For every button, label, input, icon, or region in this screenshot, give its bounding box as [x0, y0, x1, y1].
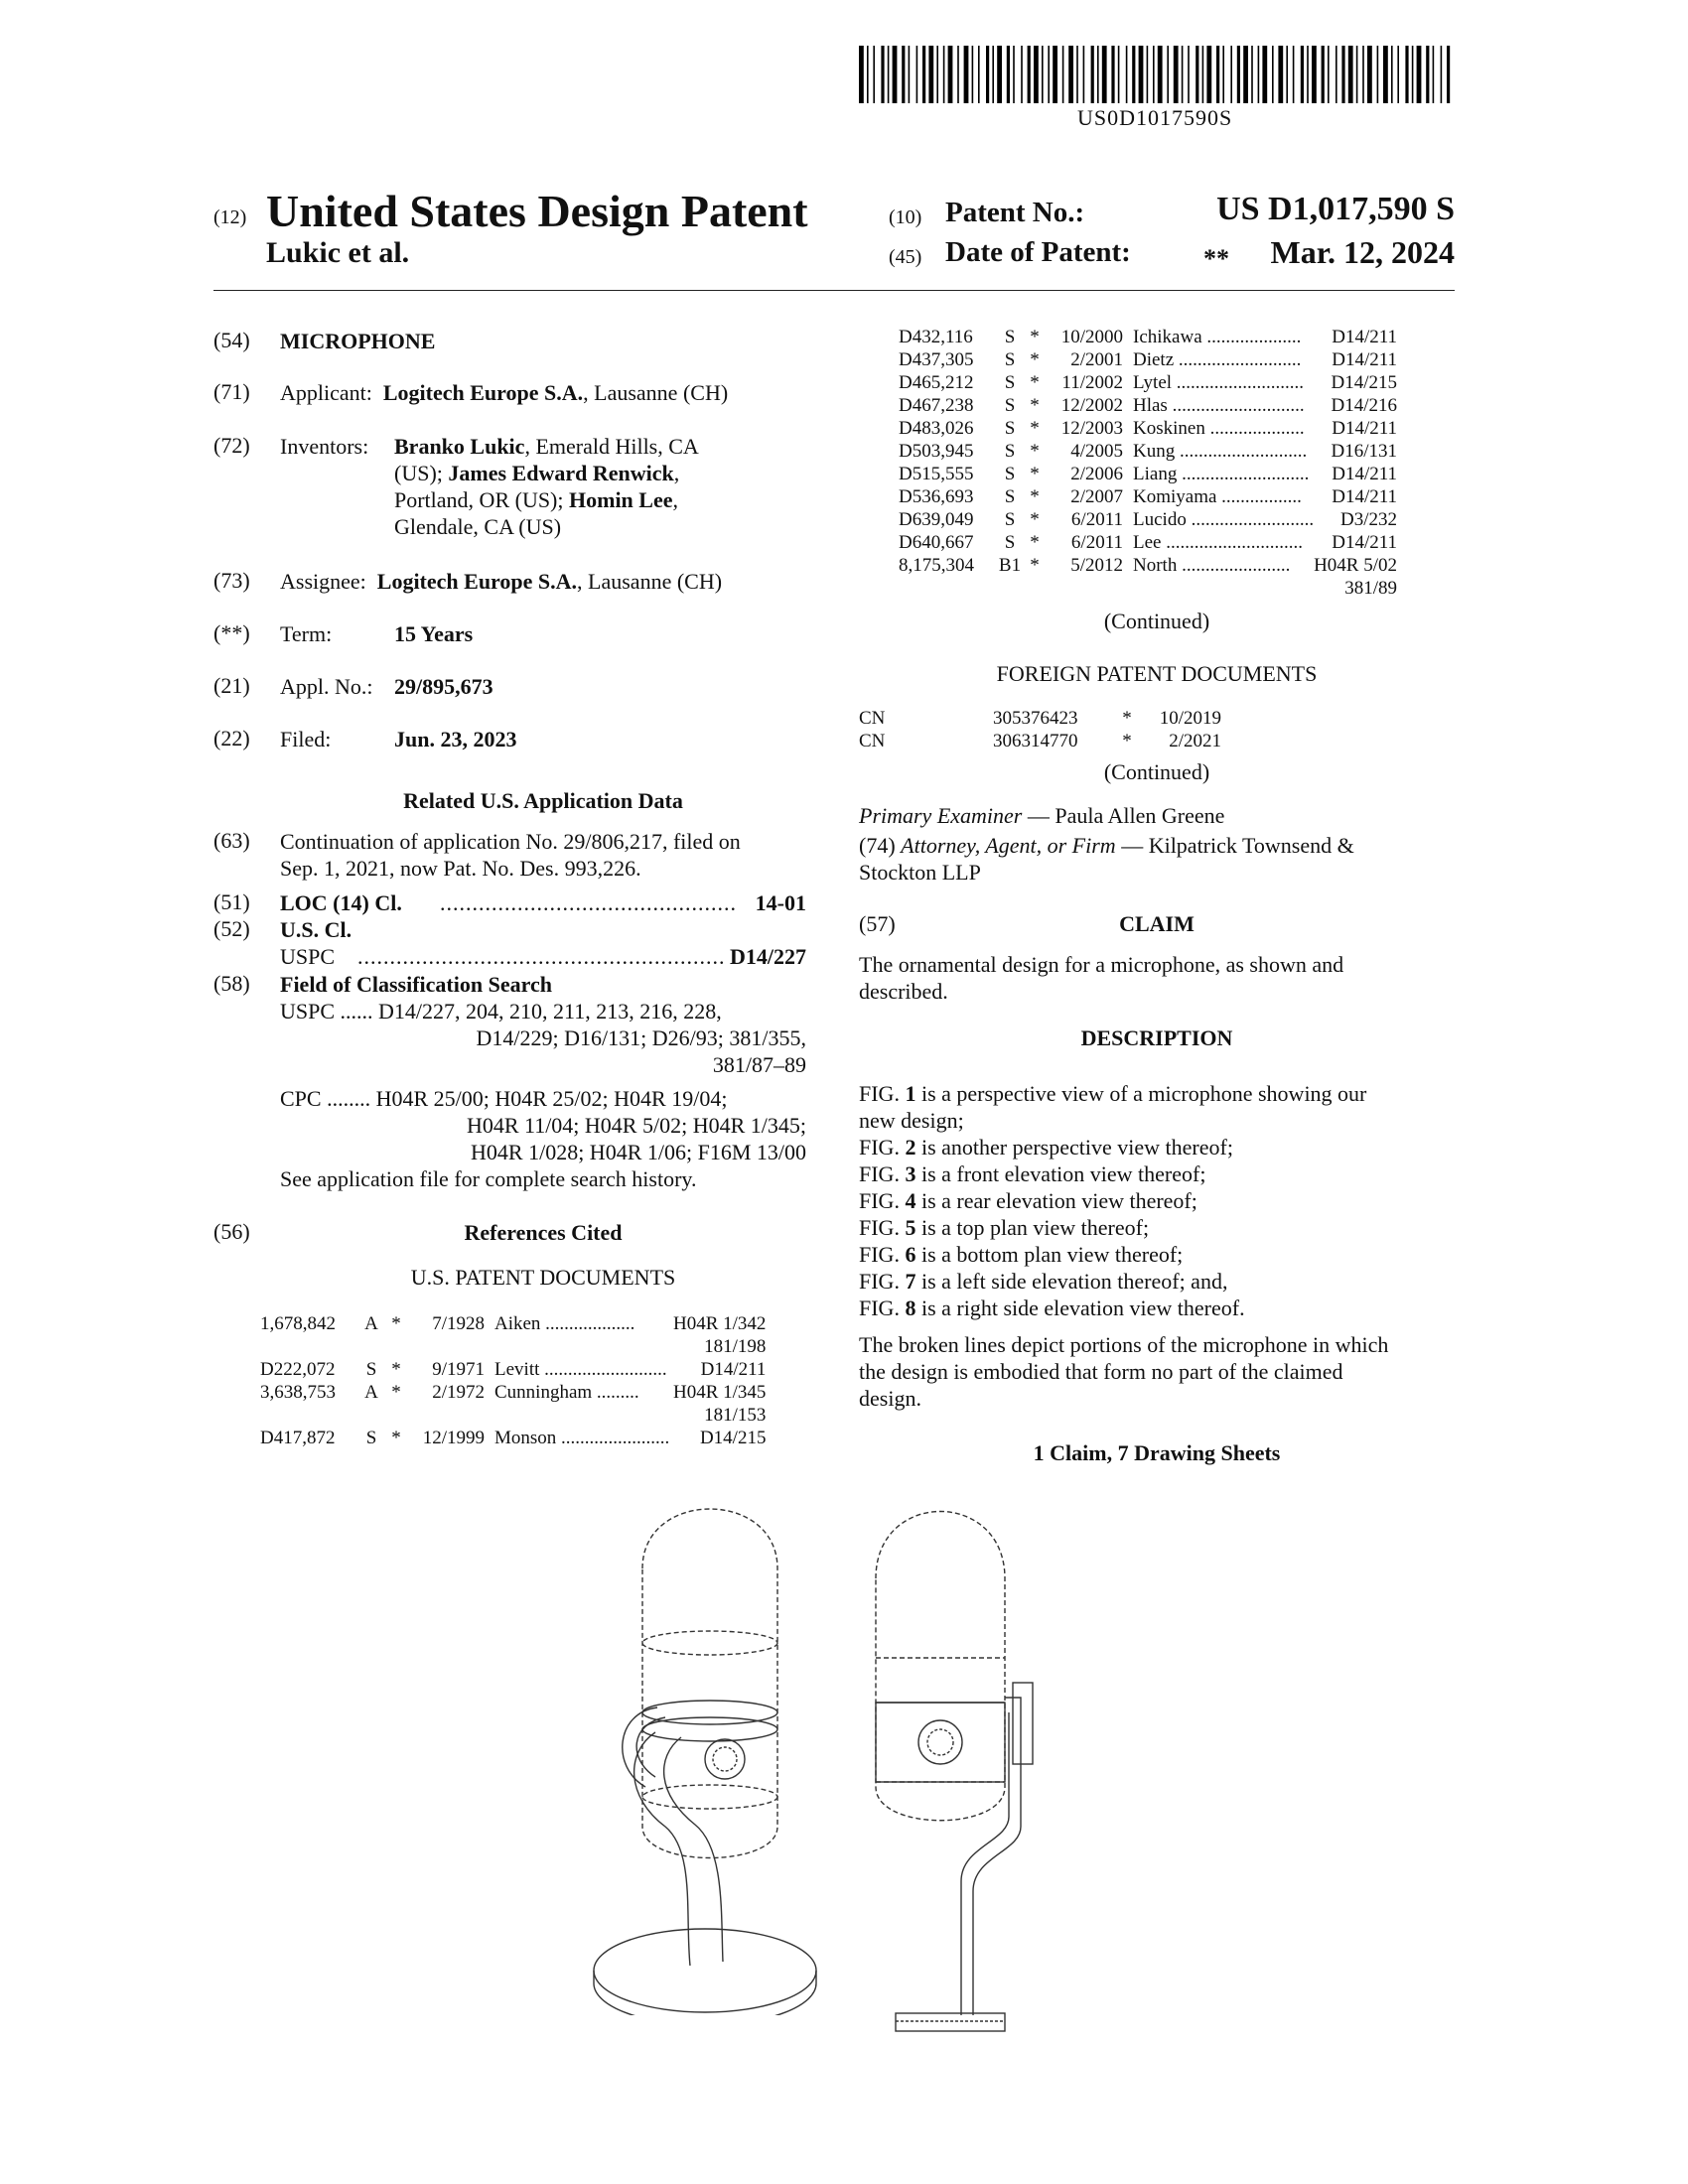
code-22: (22): [213, 726, 250, 751]
field-cpc-line1: CPC ........ H04R 25/00; H04R 25/02; H04R 19/04;: [280, 1086, 728, 1111]
description-line: FIG. 7 is a left side elevation thereof; and,: [859, 1269, 1228, 1294]
description-line: FIG. 4 is a rear elevation view thereof;: [859, 1188, 1197, 1213]
description-list: [859, 1080, 1455, 1321]
us-docs-heading: U.S. PATENT DOCUMENTS: [410, 1265, 676, 1290]
related-heading: Related U.S. Application Data: [403, 788, 683, 813]
reference-row: D640,667 S * 6/2011 Lee ............................. D14/211: [899, 532, 1398, 553]
patent-number: US D1,017,590 S: [1216, 191, 1455, 227]
code-12: (12): [213, 206, 247, 228]
claim-text: The ornamental design for a microphone, as shown and described.: [859, 952, 1344, 1004]
claims-sheets: 1 Claim, 7 Drawing Sheets: [1033, 1440, 1281, 1465]
microphone-perspective-figure: [586, 1499, 854, 2015]
description-line: FIG. 6 is a bottom plan view thereof;: [859, 1242, 1184, 1267]
microphone-front-figure: [824, 1499, 1072, 2045]
foreign-heading: FOREIGN PATENT DOCUMENTS: [996, 661, 1318, 686]
code-45: (45): [889, 246, 922, 268]
description-line: FIG. 1 is a perspective view of a microphone showing our: [859, 1081, 1367, 1106]
assignee: Assignee: Logitech Europe S.A., Lausanne (CH): [280, 569, 723, 594]
reference-row: 8,175,304 B1 * 5/2012 North ....................... H04R 5/02: [899, 555, 1398, 576]
loc-label: LOC (14) Cl.: [280, 890, 402, 915]
code-71: (71): [213, 379, 250, 404]
document-title: United States Design Patent: [266, 186, 808, 236]
loc-dots: ..............................................: [440, 890, 737, 915]
field-see-note: See application file for complete search history.: [280, 1166, 697, 1191]
reference-row: D465,212 S * 11/2002 Lytel ........................... D14/215: [899, 372, 1398, 393]
broken-lines-note: The broken lines depict portions of the microphone in which the design is embodied that form no part of the claimed design.: [859, 1332, 1389, 1411]
foreign-refs: [859, 707, 1221, 752]
description-line: FIG. 3 is a front elevation view thereof;: [859, 1161, 1206, 1186]
applicant: Applicant: Logitech Europe S.A., Lausanne (CH): [280, 380, 729, 405]
foreign-row: CN 306314770 * 2/2021: [859, 731, 1221, 751]
reference-row: 3,638,753 A * 2/1972 Cunningham ......... H04R 1/345: [260, 1382, 767, 1403]
code-57: (57): [859, 911, 896, 936]
header-rule: [213, 290, 1455, 291]
inventors: Branko Lukic, Emerald Hills, CA (US); James Edward Renwick, Portland, OR (US); Homin Lee, Glendale, CA (US): [394, 434, 699, 539]
code-72: (72): [213, 433, 250, 458]
description-line: new design;: [859, 1108, 964, 1133]
filed-value: Jun. 23, 2023: [394, 727, 517, 751]
date-label: Date of Patent:: [945, 236, 1131, 268]
foreign-continued: (Continued): [1103, 759, 1210, 784]
field-uspc-line1: USPC ...... D14/227, 204, 210, 211, 213, 216, 228,: [280, 999, 722, 1024]
reference-row: D639,049 S * 6/2011 Lucido .......................... D3/232: [899, 509, 1398, 530]
reference-row: 1,678,842 A * 7/1928 Aiken ................... H04R 1/342: [260, 1313, 767, 1334]
code-63: (63): [213, 828, 250, 853]
reference-row: D536,693 S * 2/2007 Komiyama ................. D14/211: [899, 486, 1398, 507]
reference-row: D515,555 S * 2/2006 Liang ........................... D14/211: [899, 464, 1398, 484]
code-54: (54): [213, 328, 250, 352]
field-uspc-line2: D14/229; D16/131; D26/93; 381/355,: [476, 1025, 806, 1050]
code-term: (**): [213, 620, 250, 645]
claim-heading: CLAIM: [1119, 911, 1195, 936]
reference-row: D467,238 S * 12/2002 Hlas ............................ D14/216: [899, 395, 1398, 416]
reference-row: D417,872 S * 12/1999 Monson ....................... D14/215: [260, 1428, 767, 1448]
description-line: FIG. 8 is a right side elevation view thereof.: [859, 1296, 1245, 1320]
patent-date: Mar. 12, 2024: [1270, 234, 1455, 270]
barcode: [859, 46, 1455, 103]
reference-row: D432,116 S * 10/2000 Ichikawa .................... D14/211: [899, 327, 1398, 347]
refs-continued: (Continued): [1103, 609, 1210, 633]
inventors-label: Inventors:: [280, 434, 369, 459]
uspc-dots: .........................................................: [357, 944, 726, 969]
code-58: (58): [213, 971, 250, 996]
appl-no-value: 29/895,673: [394, 674, 493, 699]
field-uspc-line3: 381/87–89: [712, 1052, 806, 1077]
description-line: FIG. 5 is a top plan view thereof;: [859, 1215, 1150, 1240]
reference-row: D483,026 S * 12/2003 Koskinen .................... D14/211: [899, 418, 1398, 439]
code-10: (10): [889, 206, 922, 228]
date-marker: **: [1203, 244, 1229, 273]
term-label: Term:: [280, 621, 333, 646]
loc-value: 14-01: [755, 890, 806, 915]
field-cpc-line2: H04R 11/04; H04R 5/02; H04R 1/345;: [466, 1113, 806, 1138]
inventor-short: Lukic et al.: [266, 236, 410, 269]
field-search-label: Field of Classification Search: [280, 972, 552, 997]
field-cpc-line3: H04R 1/028; H04R 1/06; F16M 13/00: [471, 1140, 806, 1164]
barcode-number: US0D1017590S: [1077, 105, 1233, 130]
appl-no-label: Appl. No.:: [280, 674, 373, 699]
reference-row: D222,072 S * 9/1971 Levitt .......................... D14/211: [260, 1359, 767, 1380]
filed-label: Filed:: [280, 727, 332, 751]
reference-row: D503,945 S * 4/2005 Kung ........................... D16/131: [899, 441, 1398, 462]
code-52: (52): [213, 916, 250, 941]
attorney: (74) Attorney, Agent, or Firm — Kilpatrick Townsend & Stockton LLP: [859, 833, 1354, 885]
us-refs-left: 1,678,842 A * 7/1928 Aiken ................... H04R 1/342 181/198 D222,072 S * 9/1971 Levitt .......................... D14/211 3,638,753 A * 2/1972 Cunningham ......... H04R 1/345 181/153 D417,872 S * 12/1999 Monson ....................... D14/215: [260, 1313, 767, 1448]
title-microphone: MICROPHONE: [280, 329, 436, 353]
description-line: FIG. 2 is another perspective view thereof;: [859, 1135, 1233, 1160]
us-cl-label: U.S. Cl.: [280, 917, 352, 942]
uspc-label: USPC: [280, 944, 336, 969]
foreign-row: CN 305376423 * 10/2019: [859, 708, 1221, 729]
uspc-value: D14/227: [730, 944, 806, 969]
reference-row: D437,305 S * 2/2001 Dietz .......................... D14/211: [899, 349, 1398, 370]
patent-no-label: Patent No.:: [945, 197, 1085, 228]
code-56: (56): [213, 1219, 250, 1244]
code-73: (73): [213, 568, 250, 593]
continuation-data: Continuation of application No. 29/806,217, filed on Sep. 1, 2021, now Pat. No. Des. 993,226.: [280, 829, 741, 881]
us-refs-right: D432,116 S * 10/2000 Ichikawa .................... D14/211 D437,305 S * 2/2001 Dietz .......................... D14/211 D465,212 S * 11/2002 Lytel ........................... D14/215 D467,238 S * 12/2002 Hlas ............................ D14/216 D483,026 S * 12/2003 Koskinen .................... D14/211 D503,945 S * 4/2005 Kung ........................... D16/131 D515,555 S * 2/2006 Liang ........................... D14/211 D536,693 S * 2/2007 Komiyama ................. D14/211 D639,049 S * 6/2011 Lucido .......................... D3/232 D640,667 S * 6/2011 Lee ............................. D14/211 8,175,304 B1 * 5/2012 North ....................... H04R 5/02 381/89: [899, 327, 1398, 599]
references-heading: References Cited: [464, 1220, 623, 1245]
code-51: (51): [213, 889, 250, 914]
primary-examiner: Primary Examiner — Paula Allen Greene: [859, 803, 1225, 828]
description-heading: DESCRIPTION: [1080, 1025, 1233, 1050]
term-value: 15 Years: [394, 621, 474, 646]
code-21: (21): [213, 673, 250, 698]
